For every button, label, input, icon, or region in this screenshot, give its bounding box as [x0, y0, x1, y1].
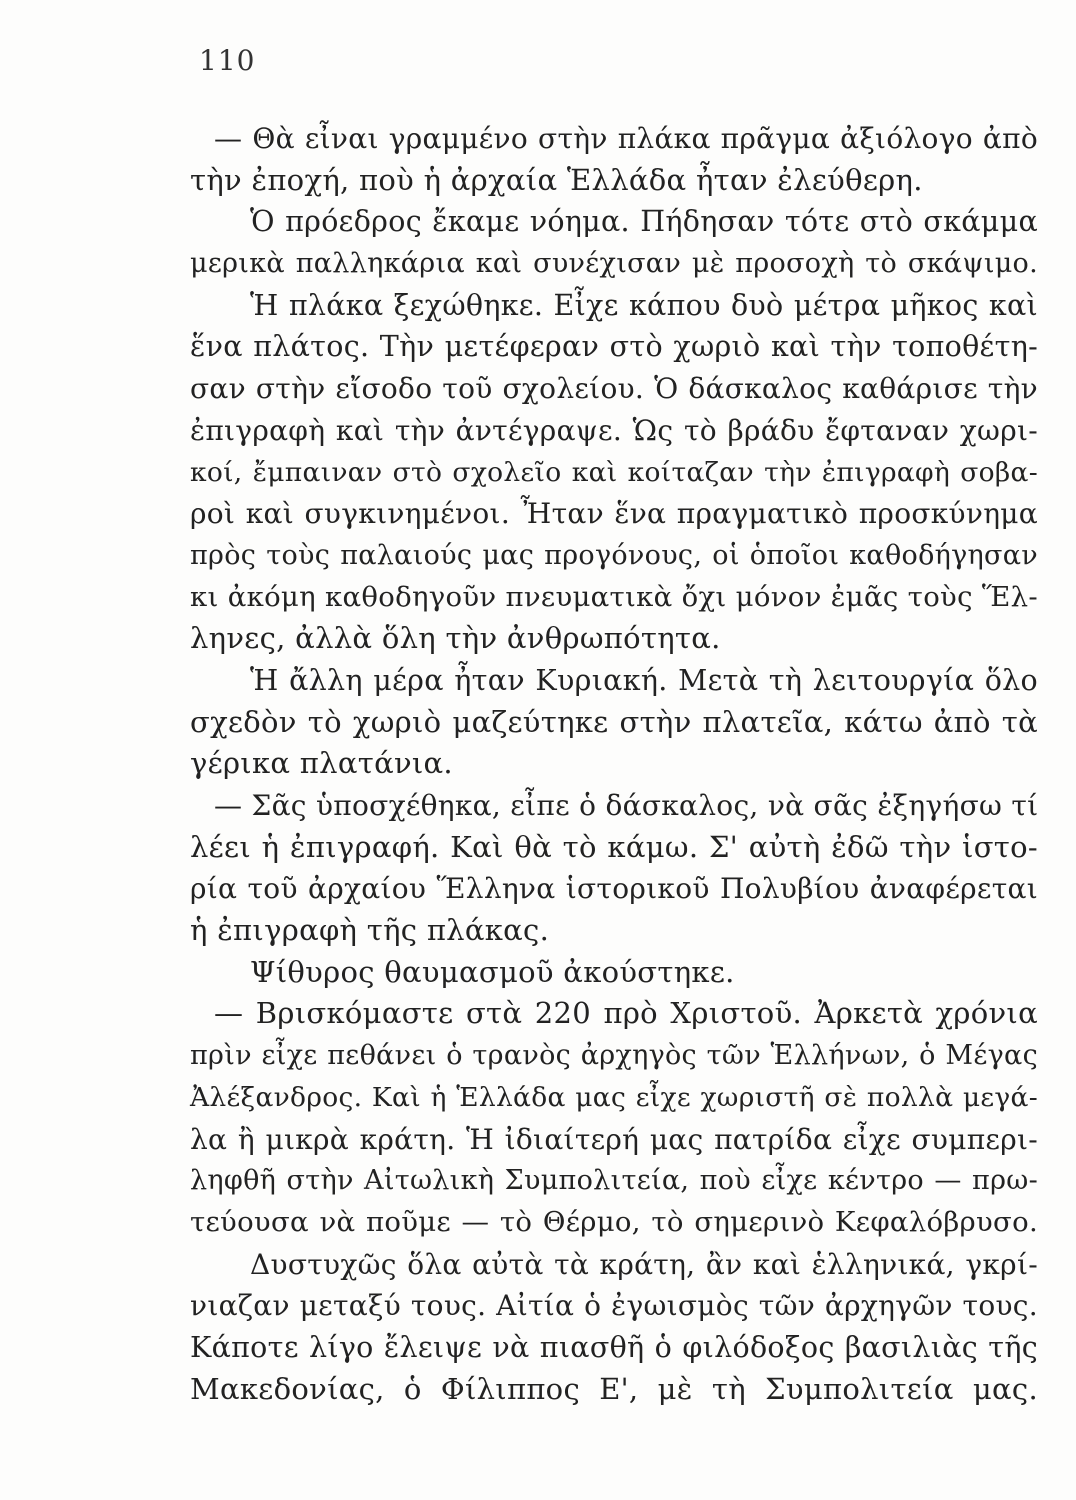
text-line: ἡ ἐπιγραφὴ τῆς πλάκας.	[190, 913, 550, 948]
text-line: — Θὰ εἶναι γραμμένο στὴν πλάκα πρᾶγμα ἀξιόλογο ἀπὸ	[214, 122, 1038, 155]
text-line: Ἡ πλάκα ξεχώθηκε. Εἶχε κάπου δυὸ μέτρα μῆκος καὶ	[250, 288, 1038, 322]
text-line: λέει ἡ ἐπιγραφή. Καὶ θὰ τὸ κάμω. Σ' αὐτὴ ἐδῶ τὴν ἱστο-	[190, 829, 1038, 864]
page-number: 110	[199, 44, 256, 77]
text-line: λα ἢ μικρὰ κράτη. Ἡ ἰδιαίτερή μας πατρίδα εἶχε συμπερι-	[190, 1122, 1038, 1156]
text-line: τεύουσα νὰ ποῦμε — τὸ Θέρμο, τὸ σημερινὸ Κεφαλόβρυσο.	[190, 1205, 1038, 1238]
text-line: μερικὰ παλληκάρια καὶ συνέχισαν μὲ προσοχὴ τὸ σκάψιμο.	[190, 248, 1038, 280]
text-line: Δυστυχῶς ὅλα αὐτὰ τὰ κράτη, ἂν καὶ ἑλληνικά, γκρί-	[250, 1247, 1038, 1281]
text-line: κι ἀκόμη καθοδηγοῦν πνευματικὰ ὄχι μόνον ἐμᾶς τοὺς Ἕλ-	[190, 580, 1038, 613]
body-text	[190, 118, 1038, 1410]
text-line: κοί, ἔμπαιναν στὸ σχολεῖο καὶ κοίταζαν τὴν ἐπιγραφὴ σοβα-	[190, 456, 1038, 488]
text-line: ἕνα πλάτος. Τὴν μετέφεραν στὸ χωριὸ καὶ τὴν τοποθέτη-	[190, 330, 1038, 364]
text-line: σχεδὸν τὸ χωριὸ μαζεύτηκε στὴν πλατεῖα, κάτω ἀπὸ τὰ	[190, 704, 1038, 739]
text-line: — Βρισκόμαστε στὰ 220 πρὸ Χριστοῦ. Ἀρκετὰ χρόνια	[214, 996, 1038, 1031]
text-line: πρὶν εἶχε πεθάνει ὁ τρανὸς ἀρχηγὸς τῶν Ἑλλήνων, ὁ Μέγας	[190, 1040, 1038, 1072]
text-line: Ἀλέξανδρος. Καὶ ἡ Ἑλλάδα μας εἶχε χωριστῆ σὲ πολλὰ μεγά-	[190, 1081, 1038, 1113]
text-line: τὴν ἐποχή, ποὺ ἡ ἀρχαία Ἑλλάδα ἦταν ἐλεύθερη.	[190, 162, 923, 197]
text-line: Κάποτε λίγο ἔλειψε νὰ πιασθῆ ὁ φιλόδοξος βασιλιὰς τῆς	[190, 1330, 1038, 1364]
text-line: Ὁ πρόεδρος ἔκαμε νόημα. Πήδησαν τότε στὸ σκάμμα	[250, 205, 1038, 239]
text-line: ληφθῆ στὴν Αἰτωλικὴ Συμπολιτεία, ποὺ εἶχε κέντρο — πρω-	[190, 1165, 1038, 1197]
text-line: πρὸς τοὺς παλαιούς μας προγόνους, οἱ ὁποῖοι καθοδήγησαν	[190, 539, 1038, 571]
text-line: — Σᾶς ὑποσχέθηκα, εἶπε ὁ δάσκαλος, νὰ σᾶς ἐξηγήσω τί	[214, 789, 1039, 822]
text-line: νιαζαν μεταξύ τους. Αἰτία ὁ ἐγωισμὸς τῶν ἀρχηγῶν τους.	[190, 1289, 1038, 1323]
text-line: ληνες, ἀλλὰ ὅλη τὴν ἀνθρωπότητα.	[190, 621, 721, 656]
text-line: ρία τοῦ ἀρχαίου Ἕλληνα ἱστορικοῦ Πολυβίου ἀναφέρεται	[190, 872, 1038, 906]
text-line: ροὶ καὶ συγκινημένοι. Ἦταν ἕνα πραγματικὸ προσκύνημα	[190, 497, 1038, 531]
text-line: Ἡ ἄλλη μέρα ἦταν Κυριακή. Μετὰ τὴ λειτουργία ὅλο	[250, 663, 1038, 697]
text-line: Μακεδονίας, ὁ Φίλιππος Ε', μὲ τὴ Συμπολιτεία μας.	[190, 1371, 1038, 1406]
text-line: Ψίθυρος θαυμασμοῦ ἀκούστηκε.	[250, 954, 735, 989]
text-line: γέρικα πλατάνια.	[190, 746, 453, 781]
text-line: ἐπιγραφὴ καὶ τὴν ἀντέγραψε. Ὡς τὸ βράδυ ἔφταναν χωρι-	[190, 413, 1038, 447]
text-line: σαν στὴν εἴσοδο τοῦ σχολείου. Ὁ δάσκαλος καθάρισε τὴν	[190, 372, 1038, 406]
